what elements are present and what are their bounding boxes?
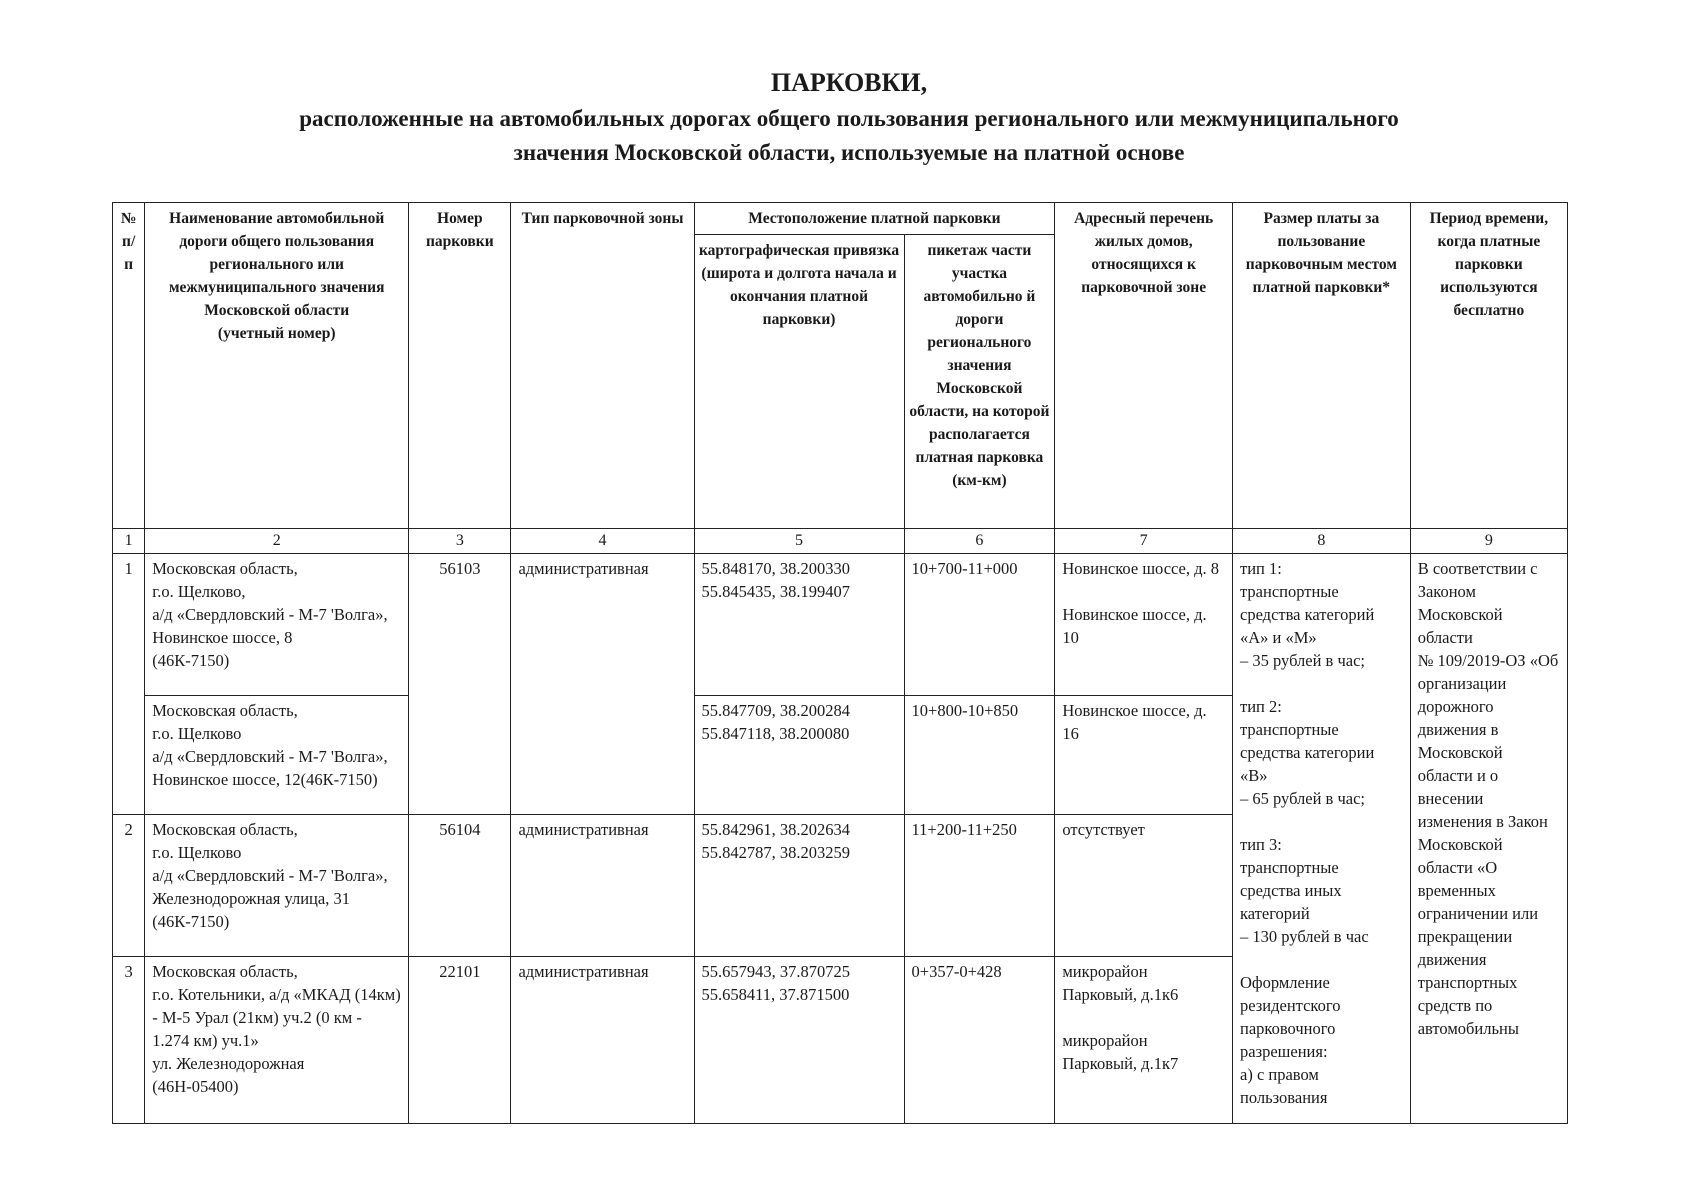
subtitle-line-1: расположенные на автомобильных дорогах общего пользования регионального или межмуниципального — [299, 106, 1399, 131]
row-num: 1 — [113, 554, 145, 815]
table-row — [113, 554, 1568, 696]
row-parking-number: 56104 — [409, 815, 511, 957]
row-addresses: микрорайон Парковый, д.1к6 микрорайон Парковый, д.1к7 — [1055, 957, 1233, 1124]
free-period-cell: В соответствии с Законом Московской области № 109/2019-ОЗ «Об организации дорожного движения в Московской области и о внесении изменения в Закон Московской области «О временных ограничении или прекращении движения транспортных средств по автомобильны — [1410, 554, 1567, 1124]
column-number-row — [113, 529, 1568, 554]
header-free-period: Период времени, когда платные парковки используются бесплатно — [1410, 203, 1567, 529]
row-addresses: Новинское шоссе, д. 8 Новинское шоссе, д. 10 — [1055, 554, 1233, 696]
row-coords: 55.657943, 37.870725 55.658411, 37.871500 — [694, 957, 904, 1124]
row-parking-number: 22101 — [409, 957, 511, 1124]
header-addresses: Адресный перечень жилых домов, относящихся к парковочной зоне — [1055, 203, 1233, 529]
row-num: 2 — [113, 815, 145, 957]
header-num: № п/ п — [113, 203, 145, 529]
parking-table — [112, 202, 1568, 1124]
row-coords: 55.847709, 38.200284 55.847118, 38.200080 — [694, 696, 904, 815]
header-location: Местоположение платной парковки — [694, 203, 1055, 235]
row-picket: 10+800-10+850 — [904, 696, 1055, 815]
header-road: Наименование автомобильной дороги общего пользования регионального или межмуниципального значения Московской области (учетный номер) — [145, 203, 409, 529]
header-fee: Размер платы за пользование парковочным местом платной парковки* — [1233, 203, 1411, 529]
row-coords: 55.848170, 38.200330 55.845435, 38.199407 — [694, 554, 904, 696]
column-number: 7 — [1055, 529, 1233, 554]
column-number: 9 — [1410, 529, 1567, 554]
subtitle-line-2: значения Московской области, используемые на платной основе — [513, 140, 1185, 165]
header-zone-type: Тип парковочной зоны — [511, 203, 694, 529]
row-addresses: отсутствует — [1055, 815, 1233, 957]
fee-cell: тип 1: транспортные средства категорий «А» и «М» – 35 рублей в час; тип 2: транспортные средства категории «В» – 65 рублей в час; тип 3: транспортные средства иных категорий – 130 рублей в час Оформление резидентского парковочного разрешения: а) с правом пользования — [1233, 554, 1411, 1124]
column-number: 4 — [511, 529, 694, 554]
row-road: Московская область, г.о. Щелково а/д «Свердловский - М-7 'Волга», Железнодорожная улица, 31 (46К-7150) — [145, 815, 409, 957]
row-zone-type: административная — [511, 815, 694, 957]
row-zone-type: административная — [511, 554, 694, 815]
header-parking-number: Номер парковки — [409, 203, 511, 529]
column-number: 6 — [904, 529, 1055, 554]
row-addresses: Новинское шоссе, д. 16 — [1055, 696, 1233, 815]
row-num: 3 — [113, 957, 145, 1124]
document-subtitle — [0, 102, 1698, 170]
row-picket: 0+357-0+428 — [904, 957, 1055, 1124]
row-road: Московская область, г.о. Котельники, а/д «МКАД (14км) - М-5 Урал (21км) уч.2 (0 км - 1.274 км) уч.1» ул. Железнодорожная (46Н-05400) — [145, 957, 409, 1124]
column-number: 1 — [113, 529, 145, 554]
row-coords: 55.842961, 38.202634 55.842787, 38.203259 — [694, 815, 904, 957]
row-zone-type: административная — [511, 957, 694, 1124]
header-coords: картографическая привязка (широта и долгота начала и окончания платной парковки) — [694, 235, 904, 529]
row-picket: 11+200-11+250 — [904, 815, 1055, 957]
column-number: 3 — [409, 529, 511, 554]
column-number: 5 — [694, 529, 904, 554]
row-road: Московская область, г.о. Щелково а/д «Свердловский - М-7 'Волга», Новинское шоссе, 12(46К-7150) — [145, 696, 409, 815]
column-number: 2 — [145, 529, 409, 554]
document-title: ПАРКОВКИ, — [770, 68, 928, 97]
header-picket: пикетаж части участка автомобильно й дороги регионального значения Московской области, на которой располагается платная парковка (км-км) — [904, 235, 1055, 529]
row-road: Московская область, г.о. Щелково, а/д «Свердловский - М-7 'Волга», Новинское шоссе, 8 (46К-7150) — [145, 554, 409, 696]
column-number: 8 — [1233, 529, 1411, 554]
header-row-1 — [113, 203, 1568, 235]
row-picket: 10+700-11+000 — [904, 554, 1055, 696]
row-parking-number: 56103 — [409, 554, 511, 815]
